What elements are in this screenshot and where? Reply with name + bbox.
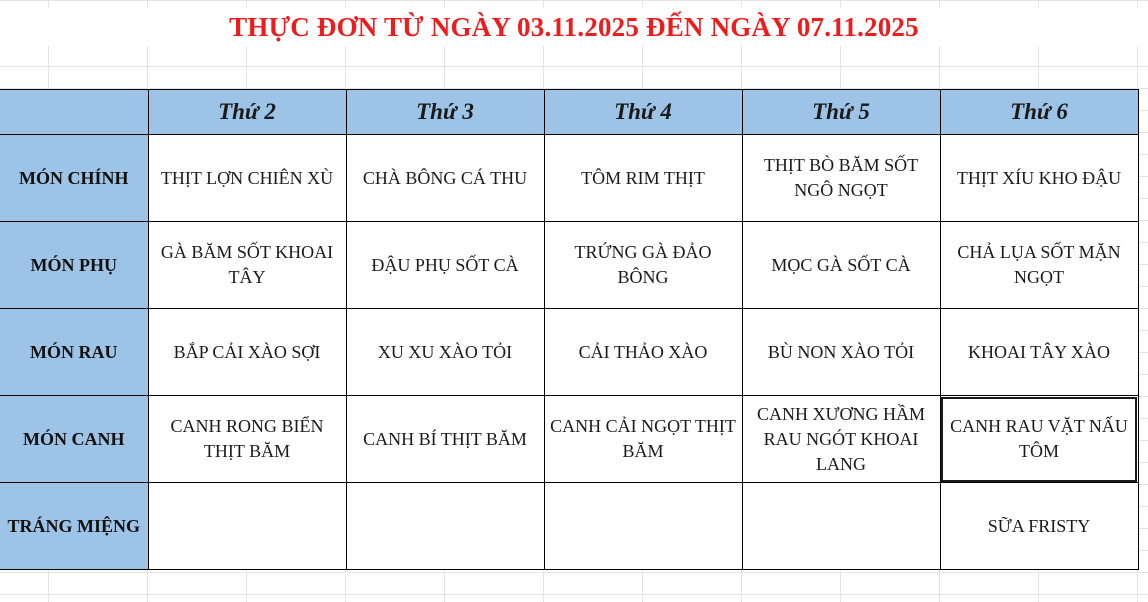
menu-cell[interactable]: MỌC GÀ SỐT CÀ: [742, 222, 940, 309]
menu-cell[interactable]: [544, 483, 742, 570]
menu-cell[interactable]: [346, 483, 544, 570]
menu-cell[interactable]: SỮA FRISTY: [940, 483, 1138, 570]
menu-cell[interactable]: XU XU XÀO TỎI: [346, 309, 544, 396]
row-mon-rau: [0, 309, 1138, 396]
menu-cell[interactable]: [742, 483, 940, 570]
menu-cell[interactable]: CANH XƯƠNG HẦM RAU NGÓT KHOAI LANG: [742, 396, 940, 483]
menu-cell[interactable]: TÔM RIM THỊT: [544, 135, 742, 222]
row-header-mon-chinh[interactable]: MÓN CHÍNH: [0, 135, 148, 222]
menu-cell[interactable]: GÀ BĂM SỐT KHOAI TÂY: [148, 222, 346, 309]
corner-cell[interactable]: [0, 90, 148, 135]
selected-menu-cell[interactable]: CANH RAU VẶT NẤU TÔM: [940, 396, 1138, 483]
day-header-thu-5[interactable]: Thứ 5: [742, 90, 940, 135]
day-header-thu-4[interactable]: Thứ 4: [544, 90, 742, 135]
row-header-mon-canh[interactable]: MÓN CANH: [0, 396, 148, 483]
menu-cell[interactable]: [148, 483, 346, 570]
row-mon-canh: [0, 396, 1138, 483]
menu-cell[interactable]: BÙ NON XÀO TỎI: [742, 309, 940, 396]
menu-cell[interactable]: BẮP CẢI XÀO SỢI: [148, 309, 346, 396]
menu-cell[interactable]: ĐẬU PHỤ SỐT CÀ: [346, 222, 544, 309]
menu-cell[interactable]: CẢI THẢO XÀO: [544, 309, 742, 396]
menu-table: [0, 89, 1139, 570]
menu-cell[interactable]: THỊT XÍU KHO ĐẬU: [940, 135, 1138, 222]
menu-title: THỰC ĐƠN TỪ NGÀY 03.11.2025 ĐẾN NGÀY 07.11.2025: [0, 8, 1148, 46]
menu-cell[interactable]: THỊT BÒ BĂM SỐT NGÔ NGỌT: [742, 135, 940, 222]
row-mon-phu: [0, 222, 1138, 309]
menu-cell[interactable]: CANH CẢI NGỌT THỊT BĂM: [544, 396, 742, 483]
menu-cell[interactable]: TRỨNG GÀ ĐẢO BÔNG: [544, 222, 742, 309]
row-header-trang-mieng[interactable]: TRÁNG MIỆNG: [0, 483, 148, 570]
day-header-thu-6[interactable]: Thứ 6: [940, 90, 1138, 135]
header-row: [0, 90, 1138, 135]
menu-cell[interactable]: CANH RONG BIỂN THỊT BĂM: [148, 396, 346, 483]
row-header-mon-rau[interactable]: MÓN RAU: [0, 309, 148, 396]
menu-cell[interactable]: CHÀ BÔNG CÁ THU: [346, 135, 544, 222]
menu-cell[interactable]: CHẢ LỤA SỐT MẶN NGỌT: [940, 222, 1138, 309]
row-trang-mieng: [0, 483, 1138, 570]
row-header-mon-phu[interactable]: MÓN PHỤ: [0, 222, 148, 309]
row-mon-chinh: [0, 135, 1138, 222]
menu-cell[interactable]: KHOAI TÂY XÀO: [940, 309, 1138, 396]
day-header-thu-3[interactable]: Thứ 3: [346, 90, 544, 135]
menu-cell[interactable]: CANH BÍ THỊT BĂM: [346, 396, 544, 483]
day-header-thu-2[interactable]: Thứ 2: [148, 90, 346, 135]
menu-cell[interactable]: THỊT LỢN CHIÊN XÙ: [148, 135, 346, 222]
